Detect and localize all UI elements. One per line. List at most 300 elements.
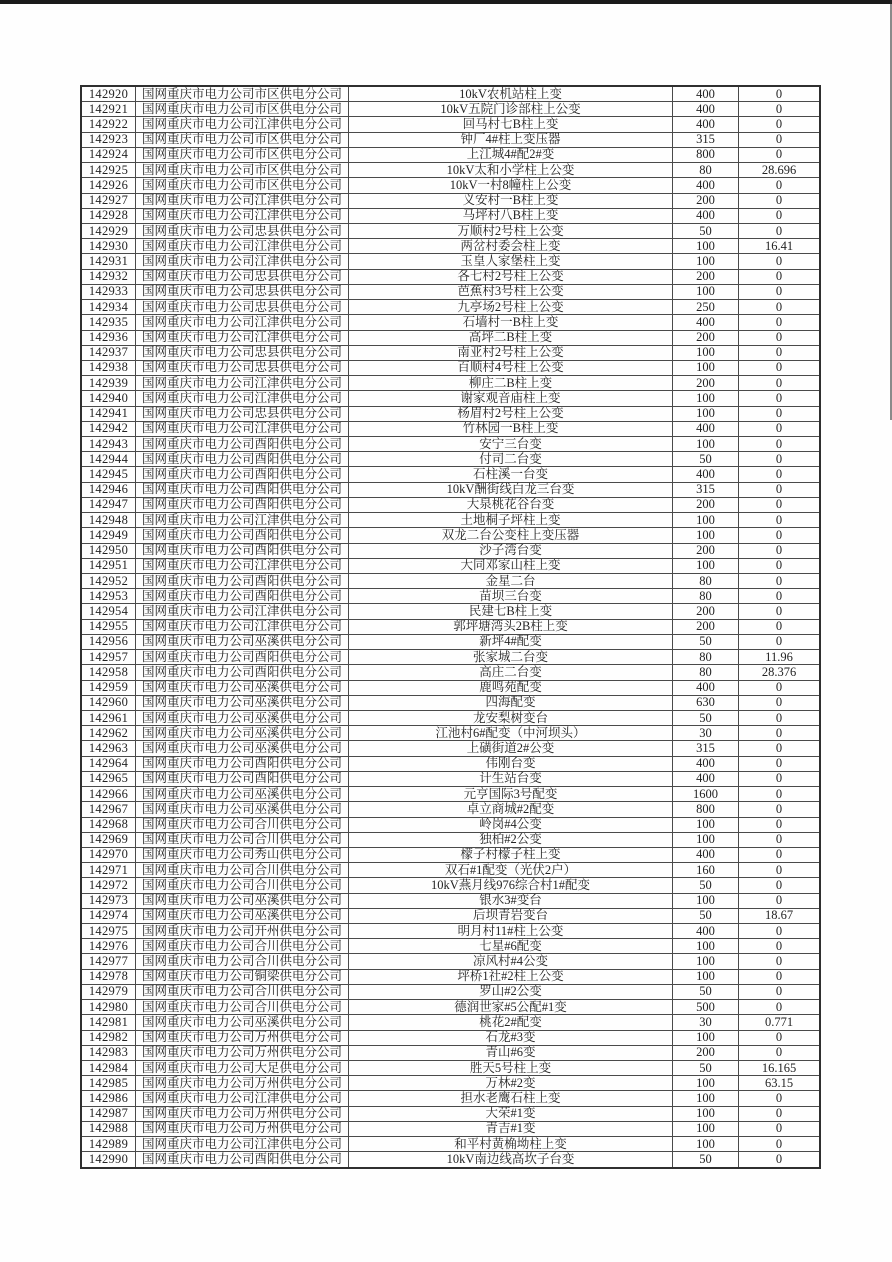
cell-capacity: 400 <box>673 102 739 117</box>
cell-value: 28.696 <box>739 163 821 178</box>
cell-company: 国网重庆市电力公司忠县供电分公司 <box>136 360 349 375</box>
table-row <box>81 802 820 817</box>
table-row <box>81 86 820 102</box>
cell-company: 国网重庆市电力公司巫溪供电分公司 <box>136 710 349 725</box>
cell-value: 0 <box>739 787 821 802</box>
cell-station-name: 桃花2#配变 <box>349 1015 673 1030</box>
cell-capacity: 100 <box>673 239 739 254</box>
cell-capacity: 100 <box>673 893 739 908</box>
cell-company: 国网重庆市电力公司酉阳供电分公司 <box>136 756 349 771</box>
cell-station-name: 九亭场2号柱上公变 <box>349 300 673 315</box>
cell-record-id: 142967 <box>81 802 136 817</box>
cell-capacity: 400 <box>673 771 739 786</box>
cell-value: 18.67 <box>739 908 821 923</box>
cell-record-id: 142948 <box>81 513 136 528</box>
table-row <box>81 771 820 786</box>
cell-station-name: 玉皇人家堡柱上变 <box>349 254 673 269</box>
cell-company: 国网重庆市电力公司酉阳供电分公司 <box>136 574 349 589</box>
cell-record-id: 142934 <box>81 300 136 315</box>
cell-record-id: 142952 <box>81 574 136 589</box>
table-row <box>81 421 820 436</box>
cell-record-id: 142970 <box>81 847 136 862</box>
table-row <box>81 360 820 375</box>
cell-value: 0 <box>739 710 821 725</box>
cell-station-name: 义安村一B柱上变 <box>349 193 673 208</box>
cell-capacity: 400 <box>673 208 739 223</box>
cell-station-name: 石墙村一B柱上变 <box>349 315 673 330</box>
cell-station-name: 四海配变 <box>349 695 673 710</box>
cell-company: 国网重庆市电力公司江津供电分公司 <box>136 1137 349 1152</box>
cell-company: 国网重庆市电力公司酉阳供电分公司 <box>136 589 349 604</box>
cell-value: 0 <box>739 132 821 147</box>
table-row <box>81 558 820 573</box>
cell-record-id: 142966 <box>81 787 136 802</box>
table-row <box>81 437 820 452</box>
cell-capacity: 315 <box>673 482 739 497</box>
cell-value: 0 <box>739 924 821 939</box>
table-row <box>81 391 820 406</box>
cell-station-name: 百顺村4号柱上公变 <box>349 360 673 375</box>
cell-station-name: 金星二台 <box>349 574 673 589</box>
cell-company: 国网重庆市电力公司江津供电分公司 <box>136 421 349 436</box>
cell-record-id: 142950 <box>81 543 136 558</box>
cell-company: 国网重庆市电力公司巫溪供电分公司 <box>136 1015 349 1030</box>
cell-company: 国网重庆市电力公司巫溪供电分公司 <box>136 787 349 802</box>
cell-record-id: 142979 <box>81 984 136 999</box>
table-row <box>81 847 820 862</box>
table-row <box>81 178 820 193</box>
cell-record-id: 142971 <box>81 863 136 878</box>
cell-capacity: 100 <box>673 969 739 984</box>
cell-station-name: 苗坝三台变 <box>349 589 673 604</box>
cell-value: 0 <box>739 376 821 391</box>
cell-capacity: 800 <box>673 147 739 162</box>
cell-record-id: 142943 <box>81 437 136 452</box>
cell-company: 国网重庆市电力公司市区供电分公司 <box>136 86 349 102</box>
cell-record-id: 142933 <box>81 284 136 299</box>
table-row <box>81 1152 820 1168</box>
cell-record-id: 142946 <box>81 482 136 497</box>
table-row <box>81 893 820 908</box>
table-row <box>81 1030 820 1045</box>
cell-company: 国网重庆市电力公司江津供电分公司 <box>136 208 349 223</box>
cell-company: 国网重庆市电力公司市区供电分公司 <box>136 178 349 193</box>
cell-station-name: 明月村11#柱上公变 <box>349 924 673 939</box>
cell-company: 国网重庆市电力公司市区供电分公司 <box>136 102 349 117</box>
table-row <box>81 254 820 269</box>
cell-record-id: 142940 <box>81 391 136 406</box>
cell-value: 0 <box>739 604 821 619</box>
cell-value: 0 <box>739 315 821 330</box>
cell-company: 国网重庆市电力公司万州供电分公司 <box>136 1106 349 1121</box>
cell-capacity: 630 <box>673 695 739 710</box>
cell-record-id: 142928 <box>81 208 136 223</box>
table-row <box>81 787 820 802</box>
transformer-table-body <box>81 86 820 1168</box>
cell-value: 16.165 <box>739 1061 821 1076</box>
cell-company: 国网重庆市电力公司巫溪供电分公司 <box>136 695 349 710</box>
cell-station-name: 卓立商城#2配变 <box>349 802 673 817</box>
cell-capacity: 80 <box>673 574 739 589</box>
table-row <box>81 574 820 589</box>
cell-value: 28.376 <box>739 665 821 680</box>
cell-record-id: 142937 <box>81 345 136 360</box>
cell-value: 0 <box>739 102 821 117</box>
cell-value: 0 <box>739 817 821 832</box>
cell-capacity: 100 <box>673 1030 739 1045</box>
cell-station-name: 大泉桃花谷台变 <box>349 497 673 512</box>
cell-capacity: 200 <box>673 269 739 284</box>
cell-capacity: 50 <box>673 878 739 893</box>
table-row <box>81 650 820 665</box>
table-row <box>81 345 820 360</box>
cell-station-name: 谢家观音庙柱上变 <box>349 391 673 406</box>
cell-company: 国网重庆市电力公司万州供电分公司 <box>136 1121 349 1136</box>
cell-company: 国网重庆市电力公司开州供电分公司 <box>136 924 349 939</box>
cell-company: 国网重庆市电力公司酉阳供电分公司 <box>136 497 349 512</box>
cell-record-id: 142963 <box>81 741 136 756</box>
cell-station-name: 双龙二台公变柱上变压器 <box>349 528 673 543</box>
table-row <box>81 695 820 710</box>
cell-capacity: 80 <box>673 163 739 178</box>
cell-record-id: 142959 <box>81 680 136 695</box>
cell-value: 0 <box>739 254 821 269</box>
cell-station-name: 马坪村八B柱上变 <box>349 208 673 223</box>
cell-capacity: 50 <box>673 452 739 467</box>
cell-record-id: 142929 <box>81 223 136 238</box>
table-row <box>81 969 820 984</box>
cell-company: 国网重庆市电力公司合川供电分公司 <box>136 832 349 847</box>
cell-value: 0 <box>739 741 821 756</box>
table-row <box>81 1137 820 1152</box>
table-row <box>81 832 820 847</box>
cell-company: 国网重庆市电力公司江津供电分公司 <box>136 117 349 132</box>
cell-company: 国网重庆市电力公司江津供电分公司 <box>136 315 349 330</box>
cell-station-name: 石柱溪一台变 <box>349 467 673 482</box>
cell-station-name: 上磺街道2#公变 <box>349 741 673 756</box>
cell-capacity: 400 <box>673 467 739 482</box>
cell-station-name: 10kV五院门诊部柱上公变 <box>349 102 673 117</box>
cell-value: 0 <box>739 269 821 284</box>
table-row <box>81 513 820 528</box>
table-row <box>81 924 820 939</box>
cell-value: 0 <box>739 208 821 223</box>
cell-value: 0 <box>739 756 821 771</box>
cell-value: 0 <box>739 619 821 634</box>
cell-value: 0 <box>739 1121 821 1136</box>
cell-record-id: 142968 <box>81 817 136 832</box>
cell-company: 国网重庆市电力公司市区供电分公司 <box>136 147 349 162</box>
cell-record-id: 142990 <box>81 1152 136 1168</box>
cell-capacity: 50 <box>673 908 739 923</box>
cell-capacity: 800 <box>673 802 739 817</box>
cell-value: 0 <box>739 330 821 345</box>
table-row <box>81 452 820 467</box>
table-row <box>81 680 820 695</box>
cell-record-id: 142955 <box>81 619 136 634</box>
cell-value: 63.15 <box>739 1076 821 1091</box>
table-row <box>81 817 820 832</box>
cell-company: 国网重庆市电力公司江津供电分公司 <box>136 1091 349 1106</box>
table-row <box>81 665 820 680</box>
cell-record-id: 142945 <box>81 467 136 482</box>
cell-capacity: 200 <box>673 497 739 512</box>
cell-record-id: 142986 <box>81 1091 136 1106</box>
cell-capacity: 1600 <box>673 787 739 802</box>
cell-value: 0 <box>739 117 821 132</box>
cell-company: 国网重庆市电力公司合川供电分公司 <box>136 954 349 969</box>
cell-station-name: 10kV酬街线白龙三台变 <box>349 482 673 497</box>
cell-company: 国网重庆市电力公司忠县供电分公司 <box>136 284 349 299</box>
cell-station-name: 万林#2变 <box>349 1076 673 1091</box>
cell-value: 0 <box>739 147 821 162</box>
table-row <box>81 741 820 756</box>
cell-company: 国网重庆市电力公司江津供电分公司 <box>136 254 349 269</box>
cell-capacity: 200 <box>673 1045 739 1060</box>
cell-capacity: 100 <box>673 939 739 954</box>
cell-value: 16.41 <box>739 239 821 254</box>
cell-company: 国网重庆市电力公司市区供电分公司 <box>136 163 349 178</box>
cell-company: 国网重庆市电力公司江津供电分公司 <box>136 513 349 528</box>
cell-company: 国网重庆市电力公司酉阳供电分公司 <box>136 543 349 558</box>
cell-capacity: 50 <box>673 1152 739 1168</box>
cell-station-name: 石龙#3变 <box>349 1030 673 1045</box>
cell-company: 国网重庆市电力公司江津供电分公司 <box>136 330 349 345</box>
cell-record-id: 142947 <box>81 497 136 512</box>
cell-record-id: 142951 <box>81 558 136 573</box>
cell-station-name: 坪桥1社#2柱上公变 <box>349 969 673 984</box>
table-row <box>81 300 820 315</box>
table-row <box>81 863 820 878</box>
cell-record-id: 142978 <box>81 969 136 984</box>
cell-station-name: 郭坪塘湾头2B柱上变 <box>349 619 673 634</box>
table-row <box>81 528 820 543</box>
cell-value: 0 <box>739 437 821 452</box>
table-row <box>81 1045 820 1060</box>
cell-station-name: 担水老鹰石柱上变 <box>349 1091 673 1106</box>
cell-value: 11.96 <box>739 650 821 665</box>
cell-record-id: 142923 <box>81 132 136 147</box>
cell-record-id: 142926 <box>81 178 136 193</box>
cell-record-id: 142977 <box>81 954 136 969</box>
cell-company: 国网重庆市电力公司合川供电分公司 <box>136 1000 349 1015</box>
cell-station-name: 鹿鸣苑配变 <box>349 680 673 695</box>
table-row <box>81 147 820 162</box>
cell-company: 国网重庆市电力公司巫溪供电分公司 <box>136 726 349 741</box>
cell-station-name: 元亨国际3号配变 <box>349 787 673 802</box>
table-row <box>81 269 820 284</box>
cell-station-name: 大荣#1变 <box>349 1106 673 1121</box>
table-row <box>81 984 820 999</box>
table-row <box>81 376 820 391</box>
cell-capacity: 500 <box>673 1000 739 1015</box>
table-row <box>81 710 820 725</box>
table-row <box>81 1015 820 1030</box>
cell-company: 国网重庆市电力公司忠县供电分公司 <box>136 406 349 421</box>
cell-value: 0 <box>739 391 821 406</box>
cell-station-name: 高庄二台变 <box>349 665 673 680</box>
cell-station-name: 伟刚台变 <box>349 756 673 771</box>
cell-station-name: 新坪4#配变 <box>349 634 673 649</box>
cell-record-id: 142962 <box>81 726 136 741</box>
cell-record-id: 142921 <box>81 102 136 117</box>
cell-capacity: 100 <box>673 954 739 969</box>
cell-capacity: 200 <box>673 330 739 345</box>
cell-record-id: 142949 <box>81 528 136 543</box>
cell-capacity: 80 <box>673 650 739 665</box>
cell-value: 0 <box>739 482 821 497</box>
cell-value: 0.771 <box>739 1015 821 1030</box>
cell-capacity: 400 <box>673 421 739 436</box>
table-row <box>81 1091 820 1106</box>
cell-capacity: 400 <box>673 680 739 695</box>
cell-station-name: 安宁三台变 <box>349 437 673 452</box>
table-row <box>81 193 820 208</box>
cell-capacity: 50 <box>673 1061 739 1076</box>
table-row <box>81 878 820 893</box>
cell-record-id: 142982 <box>81 1030 136 1045</box>
table-row <box>81 163 820 178</box>
cell-value: 0 <box>739 452 821 467</box>
table-row <box>81 406 820 421</box>
cell-company: 国网重庆市电力公司江津供电分公司 <box>136 391 349 406</box>
cell-capacity: 80 <box>673 665 739 680</box>
table-row <box>81 756 820 771</box>
cell-capacity: 100 <box>673 360 739 375</box>
cell-record-id: 142930 <box>81 239 136 254</box>
cell-capacity: 400 <box>673 924 739 939</box>
cell-record-id: 142987 <box>81 1106 136 1121</box>
cell-station-name: 回马村七B柱上变 <box>349 117 673 132</box>
cell-station-name: 10kV燕月线976综合村1#配变 <box>349 878 673 893</box>
cell-company: 国网重庆市电力公司万州供电分公司 <box>136 1030 349 1045</box>
table-row <box>81 223 820 238</box>
table-row <box>81 543 820 558</box>
cell-capacity: 50 <box>673 984 739 999</box>
cell-station-name: 10kV一村8幢柱上公变 <box>349 178 673 193</box>
cell-station-name: 万顺村2号柱上公变 <box>349 223 673 238</box>
cell-value: 0 <box>739 802 821 817</box>
cell-capacity: 100 <box>673 558 739 573</box>
table-row <box>81 102 820 117</box>
cell-company: 国网重庆市电力公司巫溪供电分公司 <box>136 893 349 908</box>
cell-company: 国网重庆市电力公司巫溪供电分公司 <box>136 908 349 923</box>
cell-record-id: 142972 <box>81 878 136 893</box>
cell-station-name: 檬子村檬子柱上变 <box>349 847 673 862</box>
cell-station-name: 民建七B柱上变 <box>349 604 673 619</box>
cell-capacity: 50 <box>673 223 739 238</box>
cell-record-id: 142944 <box>81 452 136 467</box>
cell-station-name: 岭岗#4公变 <box>349 817 673 832</box>
cell-station-name: 独柏#2公变 <box>349 832 673 847</box>
cell-value: 0 <box>739 1091 821 1106</box>
cell-record-id: 142983 <box>81 1045 136 1060</box>
cell-record-id: 142980 <box>81 1000 136 1015</box>
cell-capacity: 30 <box>673 726 739 741</box>
cell-capacity: 400 <box>673 86 739 102</box>
cell-value: 0 <box>739 771 821 786</box>
cell-capacity: 100 <box>673 1076 739 1091</box>
cell-station-name: 凉风村#4公变 <box>349 954 673 969</box>
table-row <box>81 939 820 954</box>
cell-value: 0 <box>739 543 821 558</box>
page-top-edge <box>0 0 892 4</box>
table-row <box>81 954 820 969</box>
cell-record-id: 142932 <box>81 269 136 284</box>
cell-company: 国网重庆市电力公司巫溪供电分公司 <box>136 802 349 817</box>
cell-record-id: 142964 <box>81 756 136 771</box>
cell-station-name: 10kV太和小学柱上公变 <box>349 163 673 178</box>
cell-record-id: 142920 <box>81 86 136 102</box>
cell-company: 国网重庆市电力公司市区供电分公司 <box>136 132 349 147</box>
cell-record-id: 142958 <box>81 665 136 680</box>
cell-station-name: 柳庄二B柱上变 <box>349 376 673 391</box>
cell-capacity: 30 <box>673 1015 739 1030</box>
cell-company: 国网重庆市电力公司酉阳供电分公司 <box>136 452 349 467</box>
table-row <box>81 634 820 649</box>
cell-record-id: 142935 <box>81 315 136 330</box>
cell-value: 0 <box>739 467 821 482</box>
cell-company: 国网重庆市电力公司忠县供电分公司 <box>136 223 349 238</box>
cell-station-name: 10kV农机站柱上变 <box>349 86 673 102</box>
cell-company: 国网重庆市电力公司秀山供电分公司 <box>136 847 349 862</box>
table-row <box>81 1106 820 1121</box>
cell-station-name: 和平村黄桷坳柱上变 <box>349 1137 673 1152</box>
cell-company: 国网重庆市电力公司合川供电分公司 <box>136 984 349 999</box>
cell-value: 0 <box>739 406 821 421</box>
cell-station-name: 大同邓家山柱上变 <box>349 558 673 573</box>
cell-capacity: 200 <box>673 543 739 558</box>
cell-station-name: 付司二台变 <box>349 452 673 467</box>
cell-value: 0 <box>739 497 821 512</box>
cell-company: 国网重庆市电力公司酉阳供电分公司 <box>136 650 349 665</box>
cell-record-id: 142988 <box>81 1121 136 1136</box>
cell-company: 国网重庆市电力公司万州供电分公司 <box>136 1076 349 1091</box>
cell-capacity: 50 <box>673 710 739 725</box>
cell-value: 0 <box>739 984 821 999</box>
cell-capacity: 80 <box>673 589 739 604</box>
cell-capacity: 100 <box>673 817 739 832</box>
cell-company: 国网重庆市电力公司合川供电分公司 <box>136 817 349 832</box>
cell-record-id: 142974 <box>81 908 136 923</box>
cell-value: 0 <box>739 969 821 984</box>
cell-record-id: 142924 <box>81 147 136 162</box>
cell-capacity: 200 <box>673 619 739 634</box>
transformer-table <box>80 85 821 1169</box>
cell-value: 0 <box>739 726 821 741</box>
cell-value: 0 <box>739 223 821 238</box>
transformer-table-container <box>80 85 813 1169</box>
cell-record-id: 142925 <box>81 163 136 178</box>
cell-record-id: 142927 <box>81 193 136 208</box>
cell-record-id: 142939 <box>81 376 136 391</box>
cell-capacity: 100 <box>673 406 739 421</box>
table-row <box>81 132 820 147</box>
cell-station-name: 南亚村2号柱上公变 <box>349 345 673 360</box>
cell-station-name: 计生站台变 <box>349 771 673 786</box>
cell-capacity: 200 <box>673 604 739 619</box>
cell-station-name: 青吉#1变 <box>349 1121 673 1136</box>
table-row <box>81 497 820 512</box>
cell-value: 0 <box>739 300 821 315</box>
cell-station-name: 胜天5号柱上变 <box>349 1061 673 1076</box>
cell-station-name: 钟厂4#柱上变压器 <box>349 132 673 147</box>
cell-capacity: 100 <box>673 391 739 406</box>
cell-record-id: 142981 <box>81 1015 136 1030</box>
cell-station-name: 竹林园一B柱上变 <box>349 421 673 436</box>
cell-station-name: 10kV南边线高坎子台变 <box>349 1152 673 1168</box>
cell-value: 0 <box>739 574 821 589</box>
